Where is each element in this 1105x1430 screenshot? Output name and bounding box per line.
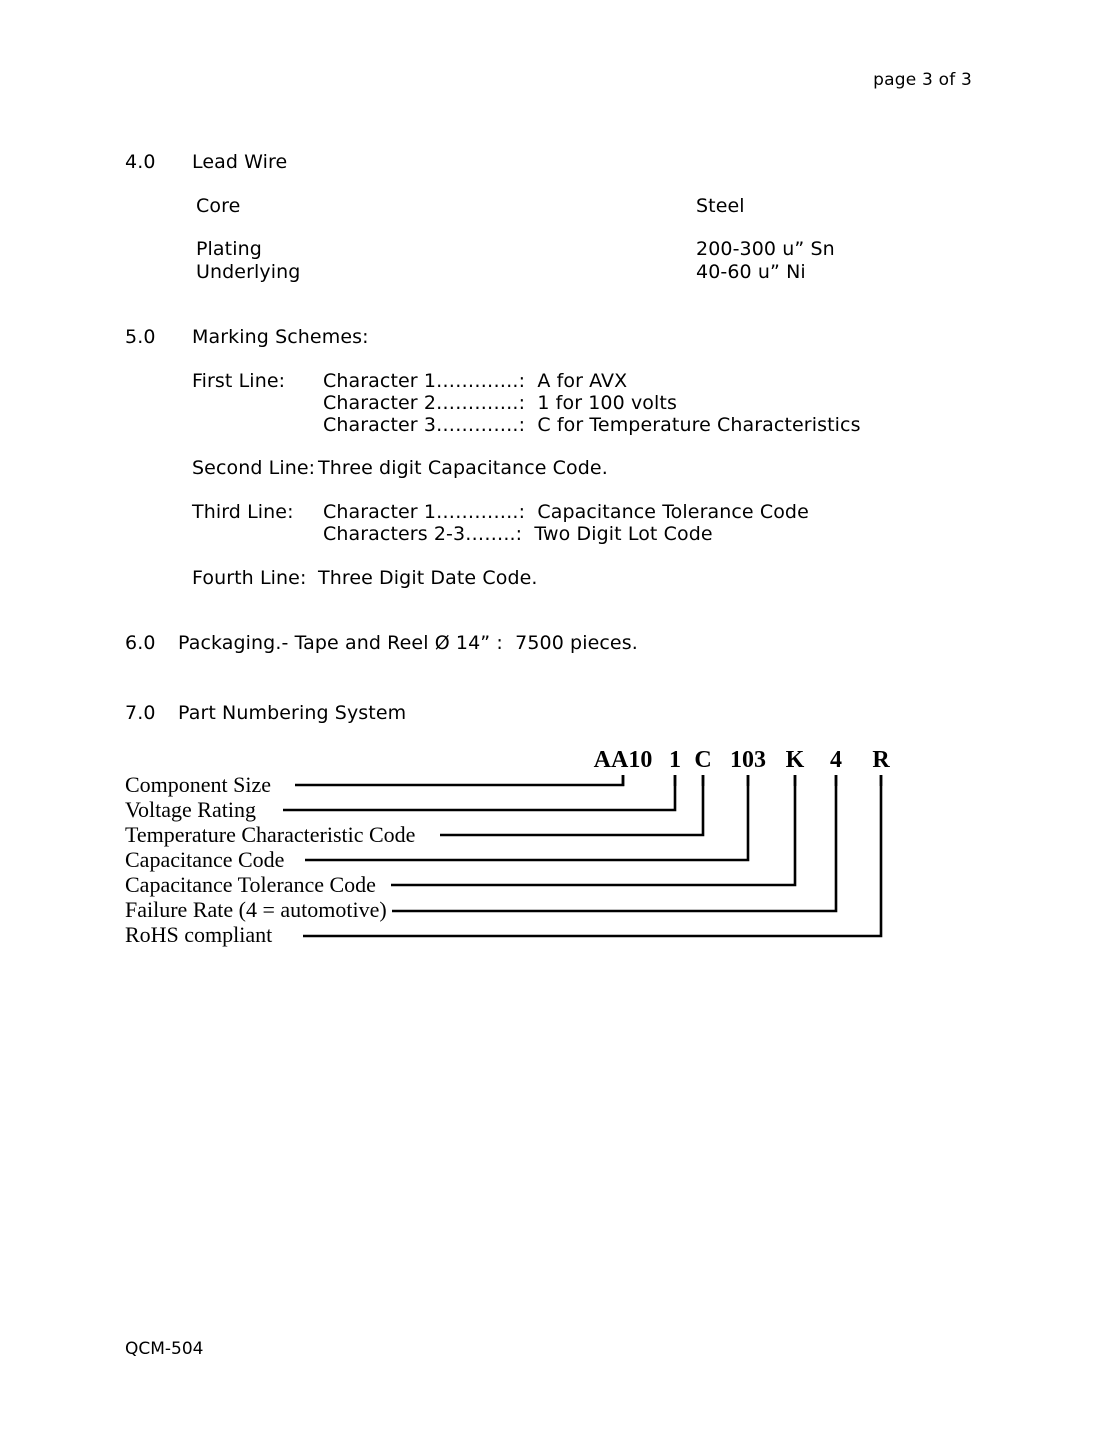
- part-number-char-voltage-rating: 1: [669, 747, 681, 773]
- lead-wire-core-value: Steel: [696, 195, 745, 217]
- part-number-label-failure-rate: Failure Rate (4 = automotive): [125, 897, 387, 922]
- marking-second-line-entry-1: Three digit Capacitance Code.: [318, 457, 608, 479]
- part-number-label-capacitance-tolerance-code: Capacitance Tolerance Code: [125, 872, 376, 897]
- section-number-part-numbering: 7.0: [125, 702, 156, 724]
- part-number-leader-component-size: [295, 775, 623, 785]
- section-number-marking-schemes: 5.0: [125, 326, 156, 348]
- marking-first-line-entry-3: Character 3………….: C for Temperature Characteristics: [323, 414, 861, 436]
- part-number-leader-failure-rate: [392, 775, 836, 911]
- lead-wire-underlying-value: 40-60 u” Ni: [696, 261, 806, 283]
- marking-first-line-entry-2: Character 2………….: 1 for 100 volts: [323, 392, 677, 414]
- page-indicator: page 3 of 3: [873, 70, 972, 90]
- footer-document-code: QCM-504: [125, 1339, 204, 1359]
- section-title-part-numbering: Part Numbering System: [178, 702, 407, 724]
- part-number-label-capacitance-code: Capacitance Code: [125, 847, 285, 872]
- lead-wire-plating-value: 200-300 u” Sn: [696, 238, 835, 260]
- section-number-packaging: 6.0: [125, 632, 156, 654]
- part-number-label-temperature-characteristic-code: Temperature Characteristic Code: [125, 822, 416, 847]
- part-number-label-rohs-compliant: RoHS compliant: [125, 922, 273, 947]
- section-title-marking-schemes: Marking Schemes:: [192, 326, 369, 348]
- marking-second-line-label: Second Line:: [192, 457, 316, 479]
- part-number-char-component-size: AA10: [593, 747, 653, 773]
- lead-wire-core-label: Core: [196, 195, 241, 217]
- part-number-label-component-size: Component Size: [125, 772, 272, 797]
- part-number-char-rohs: R: [872, 747, 890, 773]
- part-number-char-temperature-characteristic: C: [694, 747, 712, 773]
- lead-wire-plating-label: Plating: [196, 238, 262, 260]
- section-title-packaging: Packaging.- Tape and Reel Ø 14” : 7500 pieces.: [178, 632, 638, 654]
- part-number-char-failure-rate: 4: [830, 747, 842, 773]
- marking-third-line-entry-2: Characters 2-3……..: Two Digit Lot Code: [323, 523, 713, 545]
- marking-first-line-label: First Line:: [192, 370, 286, 392]
- part-number-leader-capacitance-code: [305, 775, 748, 860]
- part-number-leader-voltage-rating: [283, 775, 675, 810]
- marking-first-line-entry-1: Character 1………….: A for AVX: [323, 370, 628, 392]
- part-number-label-voltage-rating: Voltage Rating: [125, 797, 256, 822]
- part-number-char-capacitance-code: 103: [730, 747, 766, 773]
- marking-third-line-entry-1: Character 1………….: Capacitance Tolerance Code: [323, 501, 809, 523]
- lead-wire-underlying-label: Underlying: [196, 261, 301, 283]
- section-number-lead-wire: 4.0: [125, 151, 156, 173]
- part-numbering-diagram: [0, 735, 1105, 960]
- part-number-leader-capacitance-tolerance: [391, 775, 795, 885]
- part-number-char-capacitance-tolerance: K: [785, 747, 805, 773]
- marking-third-line-label: Third Line:: [192, 501, 294, 523]
- marking-fourth-line-label: Fourth Line:: [192, 567, 307, 589]
- marking-fourth-line-entry-1: Three Digit Date Code.: [318, 567, 538, 589]
- section-title-lead-wire: Lead Wire: [192, 151, 288, 173]
